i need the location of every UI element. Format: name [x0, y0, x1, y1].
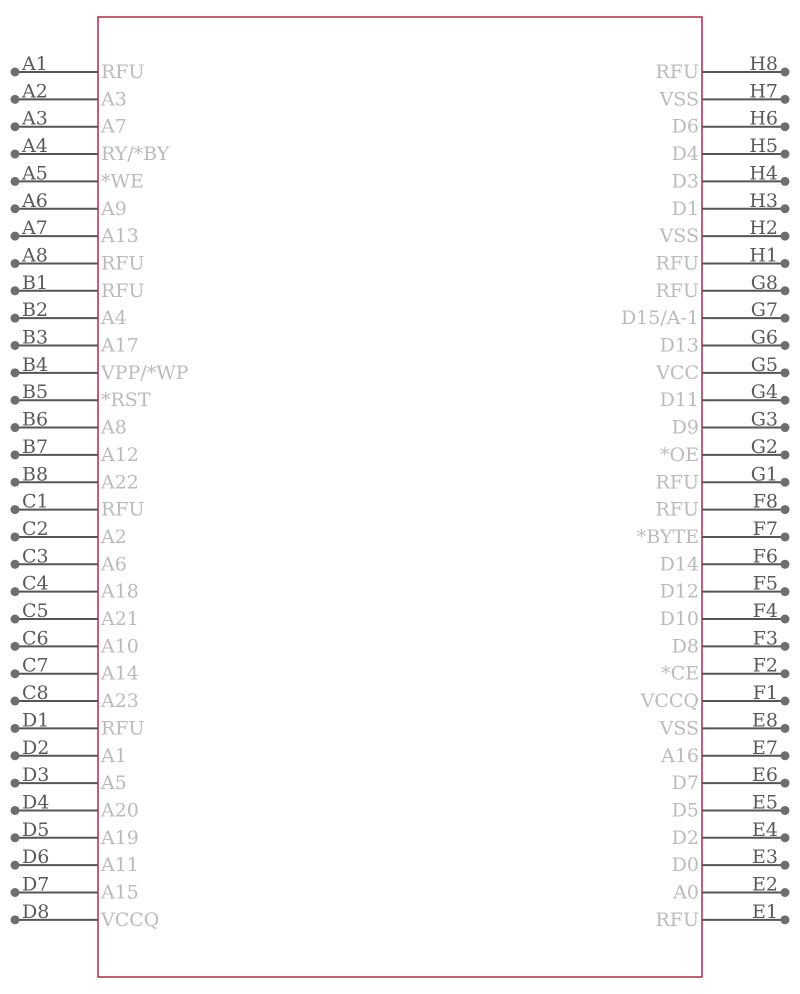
right-pin	[655, 491, 789, 521]
left-pin	[11, 600, 139, 630]
pin-endpoint	[11, 669, 20, 678]
right-pin	[655, 272, 789, 302]
pin-number: C6	[22, 627, 49, 650]
right-pin	[621, 299, 790, 329]
pin-name: *OE	[660, 443, 699, 466]
pin-endpoint	[11, 532, 20, 541]
right-pin	[661, 655, 789, 685]
component-body	[98, 17, 702, 977]
pin-number: H4	[749, 162, 778, 185]
pin-endpoint	[781, 833, 790, 842]
pin-name: A23	[101, 690, 139, 713]
pin-number: A2	[22, 80, 48, 103]
pin-endpoint	[781, 259, 790, 268]
right-pin	[672, 135, 790, 165]
right-pin	[637, 518, 790, 548]
pin-endpoint	[11, 779, 20, 788]
pin-number: C2	[22, 517, 49, 540]
pin-endpoint	[11, 915, 20, 924]
pin-endpoint	[781, 888, 790, 897]
pin-endpoint	[11, 341, 20, 350]
pin-number: B4	[22, 353, 49, 376]
pin-name: D8	[671, 635, 699, 658]
left-pin	[11, 901, 160, 931]
pin-number: G5	[750, 353, 778, 376]
pin-endpoint	[781, 532, 790, 541]
left-pin	[11, 327, 139, 357]
pin-endpoint	[781, 560, 790, 569]
pin-name: D15/A-1	[620, 307, 699, 330]
pin-endpoint	[11, 888, 20, 897]
pin-endpoint	[11, 396, 20, 405]
pin-name: D14	[659, 553, 699, 576]
pin-endpoint	[781, 669, 790, 678]
pin-number: F8	[752, 490, 778, 513]
left-pin	[11, 190, 127, 220]
pin-endpoint	[11, 423, 20, 432]
pin-name: A9	[101, 197, 127, 220]
pin-endpoint	[781, 95, 790, 104]
pin-number: G6	[750, 326, 778, 349]
pin-endpoint	[11, 368, 20, 377]
right-pin	[672, 409, 790, 439]
pin-number: A5	[22, 162, 48, 185]
pin-number: A7	[22, 217, 48, 240]
pin-name: A8	[101, 416, 127, 439]
pin-endpoint	[781, 150, 790, 159]
pin-endpoint	[11, 560, 20, 569]
right-pin	[672, 846, 790, 876]
pin-number: D7	[22, 873, 50, 896]
right-pin	[672, 819, 790, 849]
pin-name: RFU	[655, 471, 699, 494]
pin-name: A21	[101, 608, 139, 630]
left-pin	[11, 53, 145, 83]
pin-number: F3	[752, 627, 778, 650]
pin-endpoint	[11, 587, 20, 596]
pin-endpoint	[11, 806, 20, 815]
pin-name: A15	[101, 881, 139, 904]
pin-number: H6	[749, 107, 778, 130]
pin-name: D6	[671, 115, 699, 138]
pin-endpoint	[11, 642, 20, 651]
left-pin	[11, 108, 127, 138]
pin-name: VSS	[659, 88, 699, 111]
right-pin	[659, 217, 790, 247]
pin-name: A14	[101, 662, 139, 685]
left-pin	[11, 573, 139, 603]
pin-name: *CE	[661, 662, 699, 685]
pin-name: A19	[101, 826, 139, 849]
pin-endpoint	[11, 286, 20, 295]
pin-endpoint	[781, 505, 790, 514]
pin-endpoint	[11, 150, 20, 159]
pin-name: D7	[671, 772, 699, 795]
pin-number: H5	[749, 135, 778, 158]
pin-endpoint	[781, 68, 790, 77]
left-pin	[11, 135, 170, 165]
pin-name: A13	[101, 225, 139, 248]
pin-name: A17	[101, 334, 139, 357]
pin-number: F7	[752, 517, 778, 540]
pin-endpoint	[11, 724, 20, 733]
pin-number: E8	[752, 709, 778, 732]
pin-endpoint	[781, 724, 790, 733]
pin-endpoint	[11, 751, 20, 760]
left-pin	[11, 299, 127, 329]
pin-endpoint	[781, 122, 790, 131]
pin-number: B7	[22, 435, 49, 458]
left-pin	[11, 764, 127, 794]
pin-name: A1	[101, 744, 127, 767]
pin-name: VCC	[656, 361, 699, 384]
pin-name: A18	[101, 580, 139, 603]
pin-endpoint	[781, 615, 790, 624]
pin-number: D3	[22, 764, 50, 787]
pin-number: H1	[749, 244, 778, 267]
pin-endpoint	[781, 286, 790, 295]
right-pin	[655, 53, 789, 83]
left-pin	[11, 463, 139, 493]
pin-name: D5	[671, 799, 699, 822]
pin-name: RFU	[101, 279, 145, 302]
pin-name: *WE	[101, 170, 144, 193]
left-pin	[11, 272, 145, 302]
pin-number: B3	[22, 326, 49, 349]
pin-number: E2	[752, 873, 778, 896]
pin-name: D2	[671, 826, 699, 849]
pin-name: RFU	[655, 498, 699, 521]
pin-number: A1	[22, 53, 48, 75]
pin-endpoint	[781, 341, 790, 350]
right-pin	[640, 682, 790, 712]
pin-endpoint	[781, 314, 790, 323]
left-pin	[11, 436, 139, 466]
pin-number: D1	[22, 709, 50, 732]
right-pin	[672, 108, 790, 138]
pin-endpoint	[11, 232, 20, 241]
right-pin	[672, 791, 790, 821]
right-pin	[655, 244, 789, 274]
pin-name: D0	[671, 854, 699, 877]
pin-number: F6	[752, 545, 778, 568]
pin-name: RFU	[101, 717, 145, 740]
right-pin	[660, 436, 789, 466]
pin-number: C1	[22, 490, 49, 513]
left-pin	[11, 819, 139, 849]
left-pin	[11, 354, 189, 384]
right-pin	[660, 327, 790, 357]
right-pin	[660, 600, 790, 630]
pin-number: D5	[22, 818, 50, 841]
pin-name: RFU	[655, 279, 699, 302]
pin-name: A4	[101, 307, 127, 330]
pin-name: VCCQ	[101, 908, 160, 931]
pin-endpoint	[11, 177, 20, 186]
left-pin	[11, 518, 127, 548]
pin-number: D2	[22, 736, 50, 759]
pin-endpoint	[781, 779, 790, 788]
left-pin	[11, 874, 139, 904]
pin-endpoint	[781, 806, 790, 815]
pin-name: RFU	[655, 908, 699, 931]
right-pin	[655, 901, 789, 931]
pin-endpoint	[781, 204, 790, 213]
pin-name: D10	[659, 608, 699, 630]
pin-endpoint	[781, 478, 790, 487]
pin-name: *RST	[101, 389, 151, 412]
pin-number: D8	[22, 900, 50, 923]
right-pin	[672, 162, 790, 192]
right-pin	[660, 381, 790, 411]
left-pin	[11, 409, 127, 439]
pin-number: D4	[22, 791, 50, 814]
pin-endpoint	[11, 505, 20, 514]
pin-name: VCCQ	[640, 690, 699, 713]
left-pin	[11, 162, 144, 192]
pin-number: B5	[22, 381, 49, 404]
pin-number: A8	[22, 244, 48, 267]
pin-endpoint	[11, 697, 20, 706]
right-pin	[672, 764, 790, 794]
pin-name: D13	[659, 334, 699, 357]
pin-endpoint	[781, 861, 790, 870]
pin-number: F5	[752, 572, 778, 595]
pin-number: E1	[752, 900, 778, 923]
left-pin	[11, 244, 145, 274]
pin-number: G3	[750, 408, 778, 431]
pin-name: RFU	[101, 498, 145, 521]
left-pin	[11, 737, 127, 767]
pin-endpoint	[781, 915, 790, 924]
right-pin	[672, 627, 790, 657]
left-pin	[11, 381, 151, 411]
pin-number: C3	[22, 545, 49, 568]
pin-name: A10	[101, 635, 139, 658]
pin-number: A4	[22, 135, 48, 158]
pin-name: A11	[101, 854, 139, 877]
pin-name: D12	[659, 580, 699, 603]
pin-endpoint	[11, 204, 20, 213]
pin-number: G7	[750, 299, 778, 322]
pin-number: B1	[22, 271, 49, 294]
pin-number: G4	[750, 381, 778, 404]
pin-number: H3	[749, 189, 778, 212]
pin-number: A6	[22, 189, 48, 212]
pin-name: D11	[659, 389, 699, 412]
left-pin	[11, 80, 127, 110]
pin-number: E3	[752, 846, 778, 869]
pin-number: F1	[752, 682, 778, 705]
left-pin	[11, 655, 139, 685]
pin-name: A22	[101, 471, 139, 494]
pin-number: B6	[22, 408, 49, 431]
pin-name: A0	[673, 881, 699, 904]
right-pin	[660, 573, 790, 603]
pin-number: E7	[752, 736, 778, 759]
pin-endpoint	[781, 751, 790, 760]
pin-endpoint	[781, 450, 790, 459]
pin-name: VSS	[659, 717, 699, 740]
left-pin	[11, 627, 139, 657]
pin-name: A7	[101, 115, 127, 138]
right-pin-group	[621, 53, 790, 931]
pin-number: F2	[752, 654, 778, 677]
pin-name: RFU	[101, 61, 145, 83]
pin-number: E4	[752, 818, 778, 841]
right-pin	[672, 190, 790, 220]
pin-endpoint	[11, 861, 20, 870]
right-pin	[672, 874, 789, 904]
left-pin	[11, 709, 145, 739]
pin-number: E6	[752, 764, 778, 787]
right-pin	[655, 354, 789, 384]
pin-name: *BYTE	[636, 525, 699, 548]
pin-endpoint	[781, 697, 790, 706]
pin-number: H2	[749, 217, 778, 240]
left-pin	[11, 545, 127, 575]
pin-number: H7	[749, 80, 778, 103]
pin-name: D9	[671, 416, 699, 439]
pin-name: RY/*BY	[101, 143, 170, 166]
left-pin	[11, 682, 139, 712]
pin-endpoint	[11, 478, 20, 487]
pin-number: H8	[749, 53, 778, 75]
pin-name: VSS	[659, 225, 699, 248]
right-pin	[659, 80, 790, 110]
pin-name: D4	[671, 143, 699, 166]
pin-number: G8	[750, 271, 778, 294]
pin-number: F4	[752, 600, 778, 622]
pin-name: A16	[661, 744, 699, 767]
pin-endpoint	[781, 396, 790, 405]
pin-endpoint	[781, 423, 790, 432]
left-pin	[11, 217, 139, 247]
pin-name: VPP/*WP	[101, 361, 189, 384]
pin-endpoint	[781, 587, 790, 596]
pin-name: A6	[101, 553, 127, 576]
pin-name: A5	[101, 772, 127, 795]
pin-endpoint	[781, 368, 790, 377]
pin-number: B8	[22, 463, 49, 486]
pin-number: C4	[22, 572, 49, 595]
pin-name: RFU	[655, 61, 699, 83]
pin-endpoint	[11, 314, 20, 323]
right-pin	[659, 709, 790, 739]
pin-name: A2	[101, 525, 127, 548]
pin-endpoint	[781, 232, 790, 241]
pin-name: A20	[101, 799, 139, 822]
pin-number: A3	[22, 107, 48, 130]
pin-number: D6	[22, 846, 50, 869]
pin-number: B2	[22, 299, 49, 322]
pin-name: D1	[671, 197, 699, 220]
pin-endpoint	[781, 177, 790, 186]
pin-endpoint	[11, 833, 20, 842]
pin-name: RFU	[655, 252, 699, 275]
pin-number: G2	[750, 435, 778, 458]
pin-endpoint	[11, 68, 20, 77]
pin-number: C7	[22, 654, 49, 677]
pin-endpoint	[11, 95, 20, 104]
pin-number: G1	[750, 463, 778, 486]
left-pin-group	[11, 53, 189, 931]
pin-endpoint	[11, 259, 20, 268]
right-pin	[660, 545, 790, 575]
pin-endpoint	[11, 122, 20, 131]
pin-number: C8	[22, 682, 49, 705]
pin-endpoint	[11, 615, 20, 624]
left-pin	[11, 846, 139, 876]
left-pin	[11, 491, 145, 521]
pin-endpoint	[781, 642, 790, 651]
right-pin	[660, 737, 789, 767]
pin-name: D3	[671, 170, 699, 193]
pin-name: A3	[101, 88, 127, 111]
pin-name: RFU	[101, 252, 145, 275]
pin-endpoint	[11, 450, 20, 459]
pin-name: A12	[101, 443, 139, 466]
pin-number: C5	[22, 600, 49, 622]
left-pin	[11, 791, 139, 821]
pin-number: E5	[752, 791, 778, 814]
right-pin	[655, 463, 789, 493]
